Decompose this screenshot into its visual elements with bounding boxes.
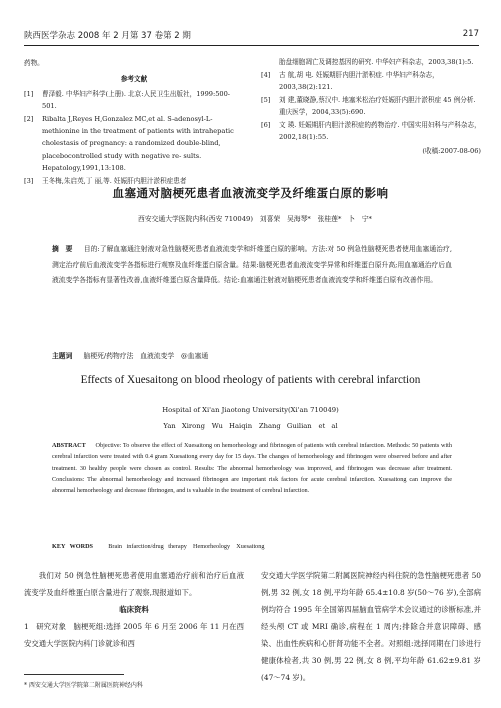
english-abstract-label: ABSTRACT <box>52 442 86 449</box>
journal-info: 陕西医学杂志 2008 年 2 月第 37 卷第 2 期 <box>24 31 191 41</box>
reference-item <box>24 88 244 113</box>
english-abstract-text: Objective: To observe the effect of Xuesaitong on hemorheology and fibrinogen of patients with cerebral infarction. Methods: 50 patients with cerebral infarction were treated with 0.4 gram Xuesaitong every day for 15 days. The changes of hemorheology and fibrinogen were observed before and after treatment. 30 healthy people were chosen as control. Results: The abnormal hemorheology was improved, and fibrinogen was decrease after treatment. Conclusions: The abnormal hemorheology and increased fibrinogen are important risk factors for acute cerebral infarction. Xuesaitong can improve the abnormal hemorheology and decrease fibrinogen, and is valuable in the treatment of cerebral infarction. <box>52 442 452 495</box>
english-keywords <box>52 541 452 550</box>
reference-continuation-text: 胎盘细胞凋亡及调控基因的研究. 中华妇产科杂志，2003,38(1):5. <box>279 58 474 66</box>
abstract-label: 摘 要 <box>52 245 73 253</box>
abstract-chinese <box>52 242 452 289</box>
header-rule <box>24 45 479 46</box>
reference-number: [1] <box>24 89 34 98</box>
article-title: 血塞通对脑梗死患者血液流变学及纤维蛋白原的影响 <box>112 186 389 200</box>
reference-item <box>261 94 481 119</box>
english-title: Effects of Xuesaitong on blood rheology of patients with cerebral infarction <box>80 374 421 386</box>
english-keywords-label: KEY WORDS <box>52 543 93 550</box>
reference-continuation <box>261 56 481 68</box>
reference-item <box>261 119 481 144</box>
keywords-label: 主题词 <box>52 352 73 360</box>
body-right-column <box>261 567 481 686</box>
authors-chinese: 西安交通大学医院内科(西安 710049) 刘喜荣 吴海琴* 张桂莲* 卜 宁* <box>138 215 372 223</box>
page-number: 217 <box>462 29 479 39</box>
right-reference-list <box>261 69 481 144</box>
reference-number: [4] <box>261 70 271 79</box>
reference-number: [5] <box>261 95 271 104</box>
body-left-column <box>24 567 244 652</box>
references-heading: 参考文献 <box>120 74 148 83</box>
carryover-text: 药物。 <box>24 59 44 67</box>
english-abstract <box>52 440 452 496</box>
left-reference-column <box>24 56 244 187</box>
running-head <box>24 29 479 41</box>
reference-number: [6] <box>261 120 271 129</box>
english-affiliation: Hospital of Xi'an Jiaotong University(Xi'an 710049) <box>162 406 339 414</box>
methods-paragraph: 1 研究对象 脑梗死组:选择 2005 年 6 月至 2006 年 11 月在西安交通大学医院内科门诊就诊和西 <box>24 622 244 648</box>
methods-paragraph-continued: 安交通大学医学院第二附属医院神经内科住院的急性脑梗死患者 50 例,男 32 例,女 18 例,平均年龄 65.4±10.8 岁(50～76 岁),全部病例均符合 1995 年全国第四届脑血管病学术会议通过的诊断标准,并经头颅 CT 或 MRI 确诊,病程在 1 周内;排除合并意识障碍、感染、出血性疾病和心肝肾功能不全者。对照组:选择同期在门诊进行健康体检者,共 30 例,男 22 例,女 8 例,平均年龄 61.62±9.81 岁(47～74 岁)。 <box>261 571 481 682</box>
right-reference-column <box>261 56 481 160</box>
reference-text: 王冬梅,朱启英,丁 丽,等. 妊娠肝内胆汁淤积症患者 <box>42 176 187 185</box>
reference-text: 文 瑛. 妊娠期肝内胆汁淤积症的药物治疗. 中国实用妇科与产科杂志，2002,18(1):55. <box>279 120 481 142</box>
reference-text: Ribalta J,Reyes H,Gonzalez MC,et al. S-adenosyl-L-methionine in the treatment of patients with intrahepatic cholestasis of pregnancy: a randomized double-blind, placebocontrolled study with negative re- sults. Hepatology,1991,13:108. <box>42 114 234 172</box>
english-authors: Yan Xirong Wu Haiqin Zhang Guilian et al <box>163 422 338 430</box>
keywords-chinese <box>52 350 452 360</box>
reference-number: [3] <box>24 176 34 185</box>
keywords-text: 脑梗死/药物疗法 血液流变学 @血塞通 <box>83 352 209 360</box>
reference-item <box>261 69 481 94</box>
left-reference-list <box>24 88 244 187</box>
footnote: * 西安交通大学医学院第二附属医院神经内科 <box>24 682 143 689</box>
reference-text: 古 航,胡 电. 妊娠期肝内胆汁淤积症. 中华妇产科杂志，2003,38(2):121. <box>279 70 439 92</box>
section-heading: 临床资料 <box>119 605 149 614</box>
reference-number: [2] <box>24 114 34 123</box>
footnote-rule <box>24 674 124 675</box>
received-date: (收稿:2007-08-06) <box>422 147 481 156</box>
reference-text: 曹泽毅. 中华妇产科学(上册). 北京:人民卫生出版社，1999:500-501. <box>42 89 231 110</box>
abstract-text: 目的:了解血塞通注射液对急性脑梗死患者血液流变学和纤维蛋白原的影响。方法:对 50 例急性脑梗死患者使用血塞通治疗,测定治疗前后血液流变学各指标进行观察及血纤维蛋白原含量。结果:脑梗死患者血液流变学异常和纤维蛋白原升高;用血塞通治疗后血液流变学各指标有显著性改善,血液纤维蛋白原含量降低。结论:血塞通注射液对脑梗死患者血液流变学和纤维蛋白原有改善作用。 <box>52 245 453 284</box>
reference-item <box>24 113 244 174</box>
reference-text: 刘 建,董晓静,蔡汉中. 地塞米松治疗妊娠肝内胆汁淤积症 45 例分析. 重庆医学，2004,33(5):690. <box>279 95 476 117</box>
english-keywords-text: Brain infarction/drug therapy Hemorheology Xuesaitong <box>108 543 265 550</box>
intro-paragraph: 我们对 50 例急性脑梗死患者使用血塞通治疗前和治疗后血液流变学及血纤维蛋白原含量进行了观察,现报道如下。 <box>24 571 244 597</box>
